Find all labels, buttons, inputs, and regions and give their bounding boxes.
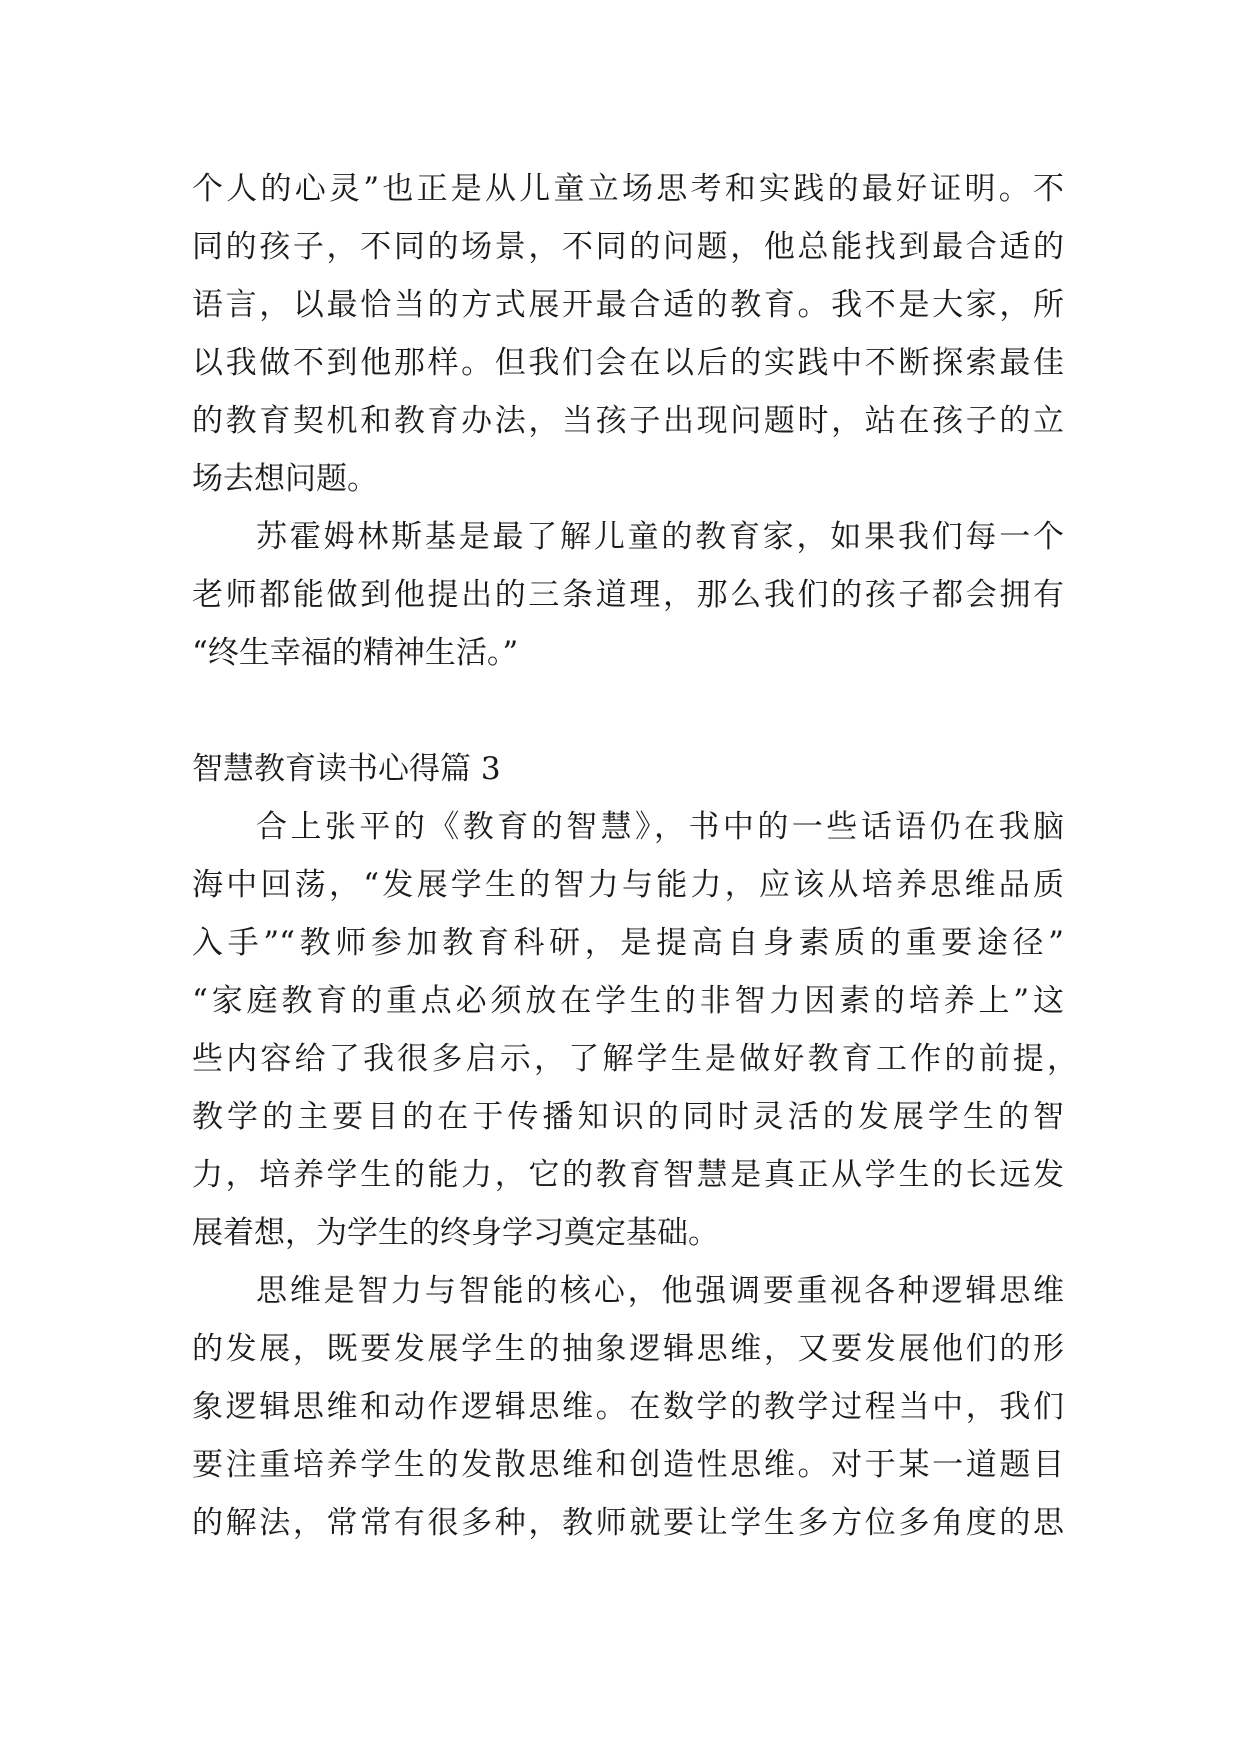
section-title: 智慧教育读书心得篇 3 [192, 751, 501, 787]
text-line: 的发展，既要发展学生的抽象逻辑思维，又要发展他们的形 [192, 1331, 1064, 1367]
text-line: 些内容给了我很多启示，了解学生是做好教育工作的前提， [192, 1041, 1078, 1077]
text-line: 力，培养学生的能力，它的教育智慧是真正从学生的长远发 [192, 1157, 1064, 1193]
text-line: 要注重培养学生的发散思维和创造性思维。对于某一道题目 [192, 1447, 1064, 1483]
document-body [192, 160, 1078, 1552]
text-line: 的解法，常常有很多种，教师就要让学生多方位多角度的思 [192, 1505, 1064, 1541]
text-line: 老师都能做到他提出的三条道理，那么我们的孩子都会拥有 [192, 577, 1064, 613]
text-line: 入手”“教师参加教育科研，是提高自身素质的重要途径” [192, 925, 1064, 961]
text-line: “终生幸福的精神生活。” [192, 635, 519, 671]
text-line: 合上张平的《教育的智慧》，书中的一些话语仍在我脑 [256, 809, 1064, 845]
text-line: 展着想，为学生的终身学习奠定基础。 [192, 1215, 719, 1251]
blank-line [192, 682, 1064, 740]
paragraph [192, 160, 1064, 508]
text-line: 场去想问题。 [192, 461, 378, 497]
paragraph [192, 1262, 1064, 1552]
paragraph [192, 798, 1078, 1262]
text-line: 的教育契机和教育办法，当孩子出现问题时，站在孩子的立 [192, 403, 1064, 439]
text-line: 语言，以最恰当的方式展开最合适的教育。我不是大家，所 [192, 287, 1064, 323]
text-line: 思维是智力与智能的核心，他强调要重视各种逻辑思维 [256, 1273, 1064, 1309]
text-line: 象逻辑思维和动作逻辑思维。在数学的教学过程当中，我们 [192, 1389, 1064, 1425]
text-line: 苏霍姆林斯基是最了解儿童的教育家，如果我们每一个 [256, 519, 1064, 555]
paragraph [192, 508, 1064, 682]
text-line: 个人的心灵”也正是从儿童立场思考和实践的最好证明。不 [192, 171, 1064, 207]
text-line: 海中回荡，“发展学生的智力与能力，应该从培养思维品质 [192, 867, 1064, 903]
text-line: 同的孩子，不同的场景，不同的问题，他总能找到最合适的 [192, 229, 1064, 265]
text-line: “家庭教育的重点必须放在学生的非智力因素的培养上”这 [192, 983, 1064, 1019]
text-line: 以我做不到他那样。但我们会在以后的实践中不断探索最佳 [192, 345, 1064, 381]
text-line: 教学的主要目的在于传播知识的同时灵活的发展学生的智 [192, 1099, 1064, 1135]
